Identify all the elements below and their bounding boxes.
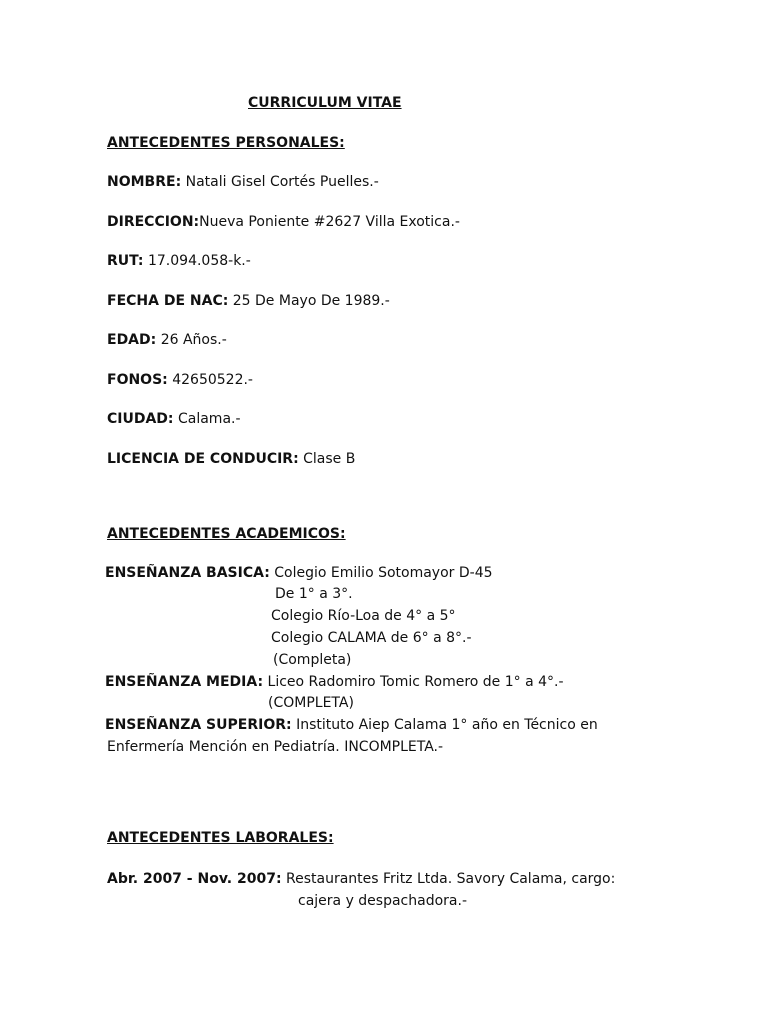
superior-line: Enfermería Mención en Pediatría. INCOMPLETA.- [107, 739, 444, 755]
section-heading-personal: ANTECEDENTES PERSONALES: [107, 135, 345, 151]
work-period: Abr. 2007 - Nov. 2007: [107, 871, 282, 887]
field-value: 42650522.- [172, 372, 253, 388]
field-licencia [107, 450, 355, 468]
field-label: DIRECCION: [107, 214, 200, 230]
field-fonos [107, 371, 253, 389]
field-direccion [107, 213, 460, 231]
media-line: (COMPLETA) [268, 695, 354, 711]
work-entry [107, 870, 615, 888]
field-label: CIUDAD: [107, 411, 174, 427]
field-label: NOMBRE: [107, 174, 182, 190]
field-value: Calama.- [177, 411, 241, 427]
field-ciudad [107, 410, 241, 428]
section-heading-work: ANTECEDENTES LABORALES: [107, 830, 334, 846]
basica-line: De 1° a 3°. [275, 586, 353, 602]
field-superior [105, 716, 598, 734]
field-value: Colegio Emilio Sotomayor D-45 [274, 565, 493, 581]
field-rut [107, 252, 251, 270]
work-description: Restaurantes Fritz Ltda. Savory Calama, cargo: [286, 871, 616, 887]
field-basica [105, 564, 493, 582]
section-heading-academic: ANTECEDENTES ACADEMICOS: [107, 526, 346, 542]
basica-line: Colegio Río-Loa de 4° a 5° [271, 608, 456, 624]
field-label: LICENCIA DE CONDUCIR: [107, 451, 299, 467]
basica-line: (Completa) [273, 652, 352, 668]
field-edad [107, 331, 227, 349]
field-value: Liceo Radomiro Tomic Romero de 1° a 4°.- [267, 674, 564, 690]
field-nombre [107, 173, 379, 191]
field-label: FECHA DE NAC: [107, 293, 229, 309]
field-label: RUT: [107, 253, 144, 269]
field-value: Clase B [303, 451, 356, 467]
field-value: Instituto Aiep Calama 1° año en Técnico en [296, 717, 598, 733]
field-value: Natali Gisel Cortés Puelles.- [185, 174, 379, 190]
field-media [105, 673, 564, 691]
field-label: ENSEÑANZA SUPERIOR: [105, 717, 292, 733]
field-value: Nueva Poniente #2627 Villa Exotica.- [199, 214, 460, 230]
field-label: ENSEÑANZA BASICA: [105, 565, 270, 581]
field-fecha-nac [107, 292, 390, 310]
field-label: FONOS: [107, 372, 168, 388]
field-value: 17.094.058-k.- [147, 253, 251, 269]
field-label: EDAD: [107, 332, 157, 348]
work-line: cajera y despachadora.- [298, 893, 467, 909]
basica-line: Colegio CALAMA de 6° a 8°.- [271, 630, 472, 646]
field-value: 26 Años.- [160, 332, 227, 348]
field-label: ENSEÑANZA MEDIA: [105, 674, 264, 690]
document-title: CURRICULUM VITAE [248, 95, 402, 111]
field-value: 25 De Mayo De 1989.- [232, 293, 390, 309]
